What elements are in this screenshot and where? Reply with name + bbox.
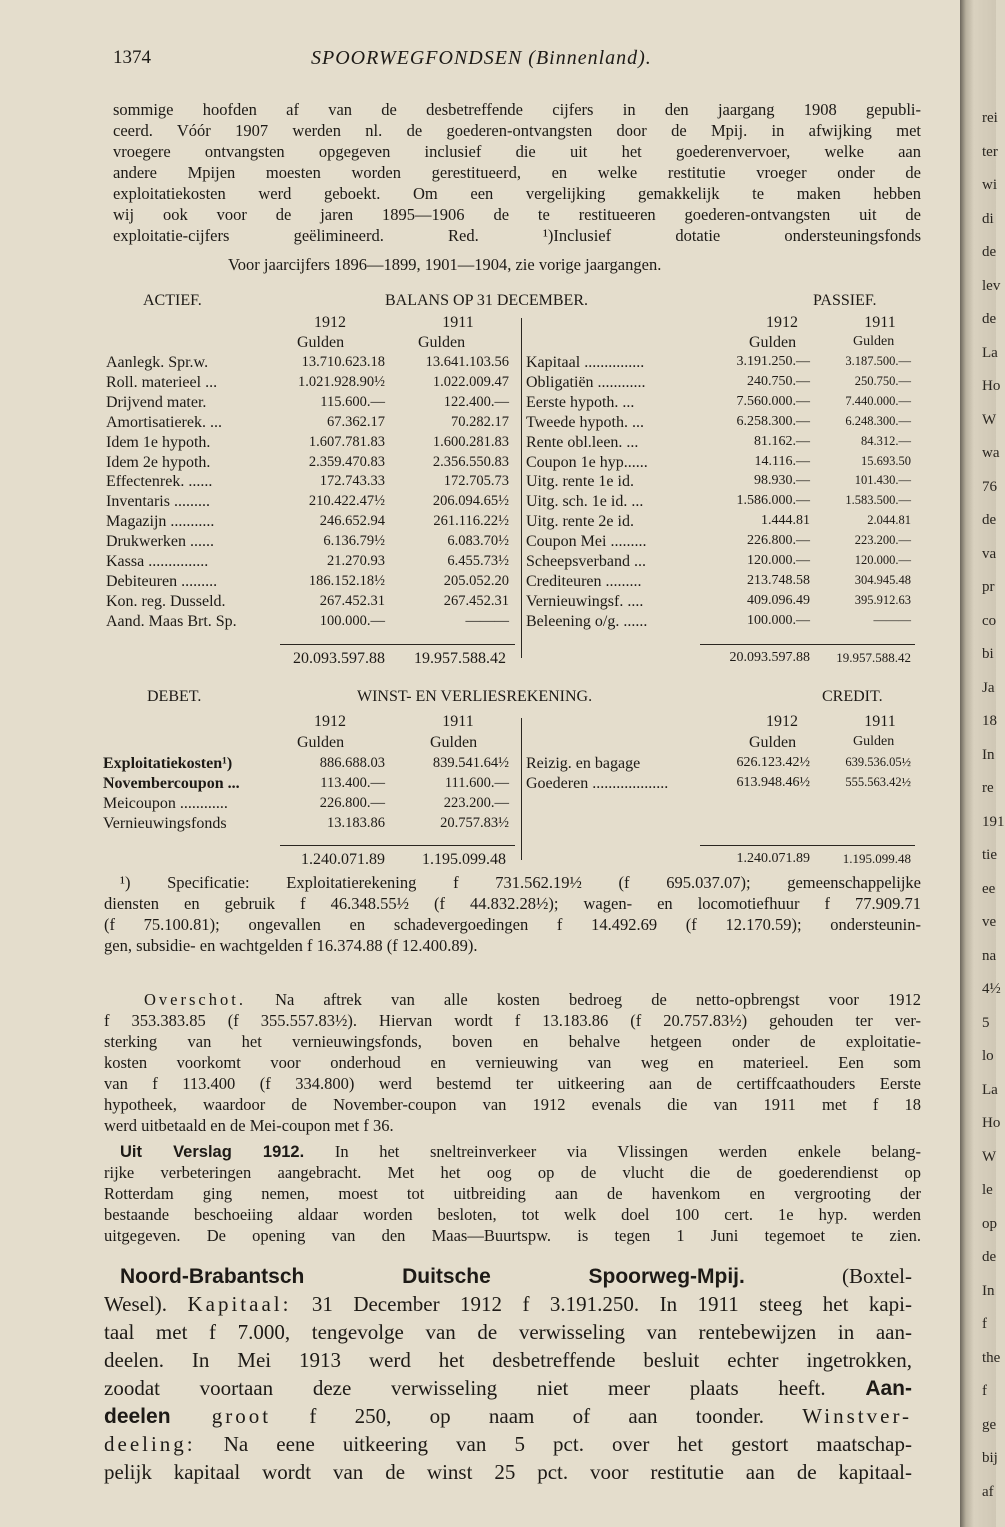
- total-cell: 1.195.099.48: [422, 851, 506, 868]
- row-label: Magazijn ...........: [106, 513, 215, 531]
- value-1911: 206.094.65½: [432, 493, 509, 510]
- value-1911: 267.452.31: [443, 592, 509, 609]
- text-line: Rotterdam ging nemen, moest tot uitbreiding aan de havenkom en vergrooting der: [104, 1184, 921, 1203]
- credit-heading: CREDIT.: [822, 688, 883, 705]
- text-line: wij ook voor de jaren 1895—1906 de te restitueeren goederen-ontvangsten uit de: [113, 205, 921, 224]
- row-label: Eerste hypoth. ...: [526, 393, 635, 411]
- value-1911: 1.600.281.83: [432, 433, 509, 450]
- spine-fragment: va: [982, 545, 997, 562]
- year-heading: 1912: [314, 713, 346, 730]
- spine-fragment: bij: [982, 1450, 998, 1466]
- spine-fragment: f: [982, 1316, 987, 1332]
- total-cell: 19.957.588.42: [414, 650, 506, 667]
- text-run: (Boxtel-: [744, 1264, 912, 1288]
- value-1911: 223.200.—: [854, 533, 911, 548]
- text-line: f 353.383.85 (f 355.557.83½). Hiervan wordt f 13.183.86 (f 20.757.83½) gehouden ter ver-: [104, 1011, 921, 1030]
- row-label: Kassa ...............: [106, 553, 209, 570]
- value-1912: 213.748.58: [747, 572, 810, 588]
- row-label: Aanlegk. Spr.w.: [106, 354, 209, 371]
- text-run: 31 December 1912 f 3.191.250. In 1911 steeg het kapi-: [291, 1292, 912, 1316]
- row-label: Scheepsverband ...: [526, 553, 646, 570]
- row-label: Drukwerken ......: [106, 533, 214, 551]
- text-line: rijke verbeteringen aangebracht. Met het oog op de vlucht die de goederendienst op: [104, 1163, 921, 1182]
- winstverdeeling-label: deeling:: [104, 1432, 196, 1456]
- value-1912: 267.452.31: [319, 592, 385, 609]
- value-1912: 246.652.94: [319, 513, 385, 530]
- spine-fragment: 191: [982, 813, 1005, 830]
- value-1912: 120.000.—: [747, 553, 810, 568]
- row-label: Uitg. rente 2e id.: [526, 513, 634, 531]
- spine-fragment: 4½: [982, 981, 1001, 997]
- value-1912: 13.183.86: [327, 815, 385, 831]
- total-cell: 19.957.588.42: [836, 650, 911, 665]
- spine-fragment: In: [982, 1282, 995, 1299]
- text-line: diensten en gebruik f 46.348.55½ (f 44.832.28½); wagen- en locomotiefhuur f 77.909.71: [104, 894, 921, 913]
- value-1911: 839.541.64½: [432, 755, 509, 771]
- total-cell: 20.093.597.88: [729, 650, 810, 665]
- pl-heading: WINST- EN VERLIESREKENING.: [357, 688, 593, 705]
- value-1912: 226.800.—: [319, 795, 385, 811]
- text-run: zoodat voortaan deze verwisseling niet meer plaats heeft.: [104, 1376, 866, 1400]
- spine-fragment: wi: [982, 177, 997, 193]
- value-1911: 13.641.103.56: [425, 354, 509, 370]
- value-1911: 120.000.—: [854, 553, 911, 567]
- value-1911: 101.430.—: [854, 473, 911, 488]
- value-1912: 67.362.17: [327, 413, 385, 430]
- spine-fragment: de: [982, 244, 997, 260]
- row-label: Novembercoupon ...: [103, 775, 240, 792]
- value-1911: 7.440.000.—: [845, 393, 911, 408]
- year-heading: 1912: [314, 314, 346, 331]
- text-line: sommige hoofden af van de desbetreffende cijfers in den jaargang 1908 gepubli-: [113, 100, 921, 119]
- value-1911: ———: [465, 612, 509, 629]
- year-heading: 1911: [442, 314, 474, 331]
- year-heading: 1911: [864, 713, 896, 730]
- spine-fragment: In: [982, 746, 995, 763]
- spine-fragment: Ja: [982, 679, 995, 696]
- value-1912: 186.152.18½: [308, 572, 385, 589]
- text-line: werd uitbetaald en de Mei-coupon met f 36.: [104, 1116, 394, 1135]
- value-1911: 304.945.48: [854, 572, 911, 587]
- spine-fragment: f: [982, 1383, 987, 1399]
- value-1911: ———: [873, 612, 911, 627]
- unit-heading: Gulden: [749, 334, 797, 351]
- value-1912: 6.136.79½: [323, 533, 385, 550]
- row-label: Inventaris .........: [106, 493, 210, 511]
- value-1912: 210.422.47½: [308, 493, 385, 510]
- row-label: Idem 2e hypoth.: [106, 453, 211, 471]
- value-1912: 21.270.93: [327, 553, 385, 569]
- company-entry: [104, 1262, 912, 1486]
- value-1912: 1.607.781.83: [308, 433, 385, 450]
- value-1911: 261.116.22½: [433, 513, 509, 530]
- text-line: [104, 1430, 912, 1458]
- value-1911: 20.757.83½: [440, 815, 509, 831]
- text-line: [104, 1290, 912, 1318]
- aandeelen-label: deelen: [104, 1405, 171, 1428]
- value-1912: 240.750.—: [747, 373, 810, 389]
- value-1911: 6.455.73½: [447, 553, 509, 569]
- row-label: Uitg. rente 1e id.: [526, 473, 634, 491]
- spine-fragment: La: [982, 344, 998, 361]
- row-label: Drijvend mater.: [106, 393, 207, 411]
- value-1911: 639.536.05½: [845, 755, 911, 769]
- total-cell: 20.093.597.88: [293, 650, 385, 667]
- spine-fragment: ve: [982, 914, 997, 930]
- unit-heading: Gulden: [418, 334, 466, 351]
- row-label: Kon. reg. Dusseld.: [106, 592, 226, 610]
- spine-fragment: 5: [982, 1014, 990, 1031]
- spine-fragment: af: [982, 1483, 994, 1500]
- page-header: [113, 45, 921, 75]
- row-label: Coupon 1e hyp......: [526, 453, 648, 471]
- spine-fragment: de: [982, 512, 997, 528]
- year-heading: 1912: [766, 713, 798, 730]
- text-line: kosten voorkomt voor onderhoud en vernieuwing van weg en materieel. Een som: [104, 1053, 921, 1072]
- spine-fragment: ge: [982, 1416, 997, 1433]
- spine-fragment: rei: [982, 110, 998, 126]
- value-1912: 113.400.—: [320, 775, 385, 791]
- value-1911: 6.083.70½: [447, 533, 509, 550]
- debet-heading: DEBET.: [147, 688, 202, 705]
- value-1912: 1.021.928.90½: [298, 373, 385, 390]
- value-1912: 3.191.250.—: [736, 354, 810, 369]
- spine-fragment: co: [982, 612, 997, 629]
- value-1912: 2.359.470.83: [308, 453, 385, 470]
- total-cell: 1.240.071.89: [736, 851, 810, 866]
- spine-fragment: tie: [982, 847, 997, 863]
- value-1911: 250.750.—: [854, 373, 911, 388]
- unit-heading: Gulden: [430, 734, 478, 751]
- row-label: Exploitatiekosten¹): [103, 755, 233, 772]
- value-1911: 84.312.—: [861, 433, 911, 448]
- sum-rule: [280, 845, 515, 846]
- spine-fragment: lev: [982, 277, 1001, 294]
- value-1912: 886.688.03: [319, 755, 385, 771]
- value-1911: 2.044.81: [867, 513, 911, 528]
- spine-fragment: lo: [982, 1048, 994, 1064]
- value-1912: 100.000.—: [747, 612, 810, 628]
- value-1911: 555.563.42½: [845, 775, 911, 789]
- text-line: sterking van het vernieuwingsfonds, boven en behalve hetgeen onder de exploitatie-: [104, 1032, 921, 1051]
- text-line: exploitatiekosten werd geboekt. Om een vergelijking gemakkelijk te maken hebben: [113, 184, 921, 203]
- spine-fragment: na: [982, 947, 997, 964]
- value-1912: 409.096.49: [747, 592, 810, 608]
- sum-rule: [280, 644, 515, 645]
- text-run: Na eene uitkeering van 5 pct. over het gestort maatschap-: [195, 1432, 912, 1456]
- row-label: Kapitaal ...............: [526, 354, 645, 371]
- sum-rule: [700, 845, 915, 846]
- text-line: exploitatie-cijfers geëlimineerd. Red. ¹)Inclusief dotatie ondersteuningsfonds: [113, 226, 921, 245]
- text-line: bestaande beschoeiing aldaar worden besloten, tot welk doel 100 cert. 1e hyp. werden: [104, 1205, 921, 1224]
- value-1911: 205.052.20: [443, 572, 509, 589]
- row-label: Vernieuwingsf. ....: [526, 592, 644, 610]
- row-label: Beleening o/g. ......: [526, 612, 648, 630]
- text-line: andere Mpijen moesten worden gerestitueerd, en welke restitutie vroeger onder de: [113, 163, 921, 182]
- sum-rule: [700, 644, 915, 645]
- kapitaal-label: Kapitaal:: [187, 1292, 292, 1316]
- text-line: ¹) Specificatie: Exploitatierekening f 731.562.19½ (f 695.037.07); gemeenschappelijke: [120, 873, 921, 892]
- verslag-label: Uit Verslag 1912.: [120, 1143, 305, 1161]
- aandeelen-label: Aan-: [865, 1377, 912, 1400]
- value-1911: 15.693.50: [861, 453, 911, 468]
- spine-fragment: op: [982, 1215, 997, 1232]
- row-label: Crediteuren .........: [526, 572, 642, 590]
- spine-fragment: Ho: [982, 1115, 1001, 1131]
- text-line: (f 75.100.81); ongevallen en schadevergoedingen f 14.492.69 (f 12.170.59); ondersteunin-: [104, 915, 921, 934]
- spine-fragment: 18: [982, 713, 997, 729]
- spine-fragment: wa: [982, 445, 1000, 461]
- spine-fragment: de: [982, 1249, 997, 1265]
- value-1911: 172.705.73: [443, 473, 509, 490]
- unit-heading: Gulden: [297, 734, 345, 751]
- row-label: Aand. Maas Brt. Sp.: [106, 612, 237, 630]
- unit-heading: Gulden: [297, 334, 345, 351]
- value-1912: 226.800.—: [747, 533, 810, 549]
- spine-fragment: ee: [982, 880, 996, 897]
- row-label: Tweede hypoth. ...: [526, 413, 644, 431]
- spine-fragment: bi: [982, 646, 994, 662]
- text-line: ceerd. Vóór 1907 werden nl. de goederen-ontvangsten door de Mpij. in afwijking met: [113, 121, 921, 140]
- value-1911: 1.583.500.—: [845, 493, 911, 508]
- value-1912: 7.560.000.—: [736, 393, 810, 409]
- total-cell: 1.195.099.48: [842, 851, 911, 866]
- value-1911: 2.356.550.83: [432, 453, 509, 470]
- text-line: [104, 1262, 912, 1290]
- value-1911: 6.248.300.—: [845, 413, 911, 428]
- balance-heading: BALANS OP 31 DECEMBER.: [385, 292, 588, 309]
- value-1912: 14.116.—: [754, 453, 810, 469]
- value-1911: 1.022.009.47: [432, 373, 509, 390]
- spine-fragment: le: [982, 1182, 993, 1198]
- spine-fragment: de: [982, 311, 997, 327]
- row-label: Uitg. sch. 1e id. ...: [526, 493, 644, 511]
- row-label: Coupon Mei .........: [526, 533, 647, 551]
- text-run: Wesel).: [104, 1292, 188, 1316]
- row-label: Roll. materieel ...: [106, 373, 218, 391]
- total-cell: 1.240.071.89: [301, 851, 385, 868]
- row-label: Amortisatierek. ...: [106, 413, 222, 431]
- row-label: Obligatiën ............: [526, 373, 646, 391]
- spine-fragment: Ho: [982, 378, 1001, 394]
- value-1912: 1.586.000.—: [736, 493, 810, 509]
- row-label: Goederen ...................: [526, 775, 669, 792]
- value-1911: 70.282.17: [451, 413, 509, 430]
- value-1911: 395.912.63: [854, 592, 911, 607]
- text-line: vroegere ontvangsten opgegeven inclusief die uit het goederenvervoer, welke aan: [113, 142, 921, 161]
- unit-heading: Gulden: [749, 734, 797, 751]
- company-name: Noord-Brabantsch Duitsche Spoorweg-Mpij.: [120, 1265, 745, 1288]
- spine-fragment: 76: [982, 478, 997, 495]
- text-line: [104, 1402, 912, 1430]
- value-1912: 100.000.—: [319, 612, 385, 629]
- value-1912: 1.444.81: [761, 513, 810, 529]
- text-line: deelen. In Mei 1913 werd het desbetreffende besluit echter ingetrokken,: [104, 1348, 912, 1372]
- year-heading: 1911: [442, 713, 474, 730]
- row-label: Effectenrek. ......: [106, 473, 213, 491]
- winstverdeeling-label: Winstver-: [802, 1404, 913, 1428]
- year-heading: 1912: [766, 314, 798, 331]
- value-1912: 13.710.623.18: [301, 354, 385, 370]
- spine-fragment: re: [982, 780, 994, 796]
- value-1911: 223.200.—: [443, 795, 509, 811]
- spine-fragment: the: [982, 1349, 1001, 1366]
- row-label: Reizig. en bagage: [526, 755, 641, 772]
- text-line: [104, 1374, 912, 1402]
- passief-heading: PASSIEF.: [813, 292, 877, 309]
- column-divider: [521, 318, 522, 658]
- value-1912: 81.162.—: [754, 433, 810, 449]
- verslag-paragraph: [104, 1141, 921, 1246]
- row-label: Idem 1e hypoth.: [106, 433, 211, 451]
- overschot-paragraph: [104, 989, 921, 1136]
- adjacent-page-edge: [960, 0, 1005, 1527]
- text-line: uitgegeven. De opening van den Maas—Buurtspw. is tegen 1 Juni tegemoet te zien.: [104, 1226, 921, 1245]
- page-title: SPOORWEGFONDSEN (Binnenland).: [311, 47, 652, 69]
- text-line: [104, 989, 921, 1010]
- intro-paragraph: [113, 99, 921, 246]
- year-heading: 1911: [864, 314, 896, 331]
- value-1912: 98.930.—: [754, 473, 810, 489]
- row-label: Vernieuwingsfonds: [103, 815, 227, 832]
- spine-fragment: ter: [982, 143, 998, 160]
- spine-fragment: pr: [982, 579, 995, 595]
- footnote: [104, 872, 921, 956]
- row-label: Meicoupon ............: [103, 795, 228, 812]
- value-1912: 613.948.46½: [736, 775, 810, 790]
- text-run: groot: [170, 1404, 272, 1428]
- spine-fragment: La: [982, 1081, 998, 1098]
- unit-heading: Gulden: [853, 334, 895, 349]
- text-line: hypotheek, waardoor de November-coupon van 1912 evenals die van 1911 met f 18: [104, 1095, 921, 1114]
- text-run: In het sneltreinverkeer via Vlissingen werden enkele belang-: [304, 1142, 921, 1161]
- page-number: 1374: [113, 47, 151, 68]
- spine-fragment: W: [982, 411, 997, 428]
- text-line: taal met f 7.000, tengevolge van de verwisseling van rentebewijzen in aan-: [104, 1320, 912, 1344]
- value-1912: 6.258.300.—: [736, 413, 810, 429]
- value-1911: 111.600.—: [444, 775, 509, 791]
- spine-fragment: di: [982, 210, 994, 227]
- row-label: Debiteuren .........: [106, 572, 218, 590]
- text-run: f 250, op naam of aan toonder.: [271, 1404, 803, 1428]
- column-divider: [521, 718, 522, 860]
- value-1911: 122.400.—: [443, 393, 509, 410]
- value-1912: 626.123.42½: [736, 755, 810, 770]
- value-1912: 115.600.—: [320, 393, 385, 410]
- text-run: Na aftrek van alle kosten bedroeg de netto-opbrengst voor 1912: [245, 990, 921, 1009]
- text-line: gen, subsidie- en wachtgelden f 16.374.88 (f 12.400.89).: [104, 936, 478, 955]
- prior-years-note: Voor jaarcijfers 1896—1899, 1901—1904, zie vorige jaargangen.: [228, 255, 662, 274]
- unit-heading: Gulden: [853, 734, 895, 749]
- value-1912: 172.743.33: [319, 473, 385, 490]
- text-line: van f 113.400 (f 334.800) werd bestemd ter uitkeering aan de certiffcaathouders Eerste: [104, 1074, 921, 1093]
- overschot-label: Overschot.: [144, 990, 246, 1009]
- spine-fragment: W: [982, 1148, 997, 1165]
- value-1911: 3.187.500.—: [845, 354, 911, 368]
- row-label: Rente obl.leen. ...: [526, 433, 639, 451]
- text-line: pelijk kapitaal wordt van de winst 25 pct. voor restitutie aan de kapitaal-: [104, 1460, 912, 1484]
- text-line: [104, 1141, 921, 1162]
- actief-heading: ACTIEF.: [143, 292, 202, 309]
